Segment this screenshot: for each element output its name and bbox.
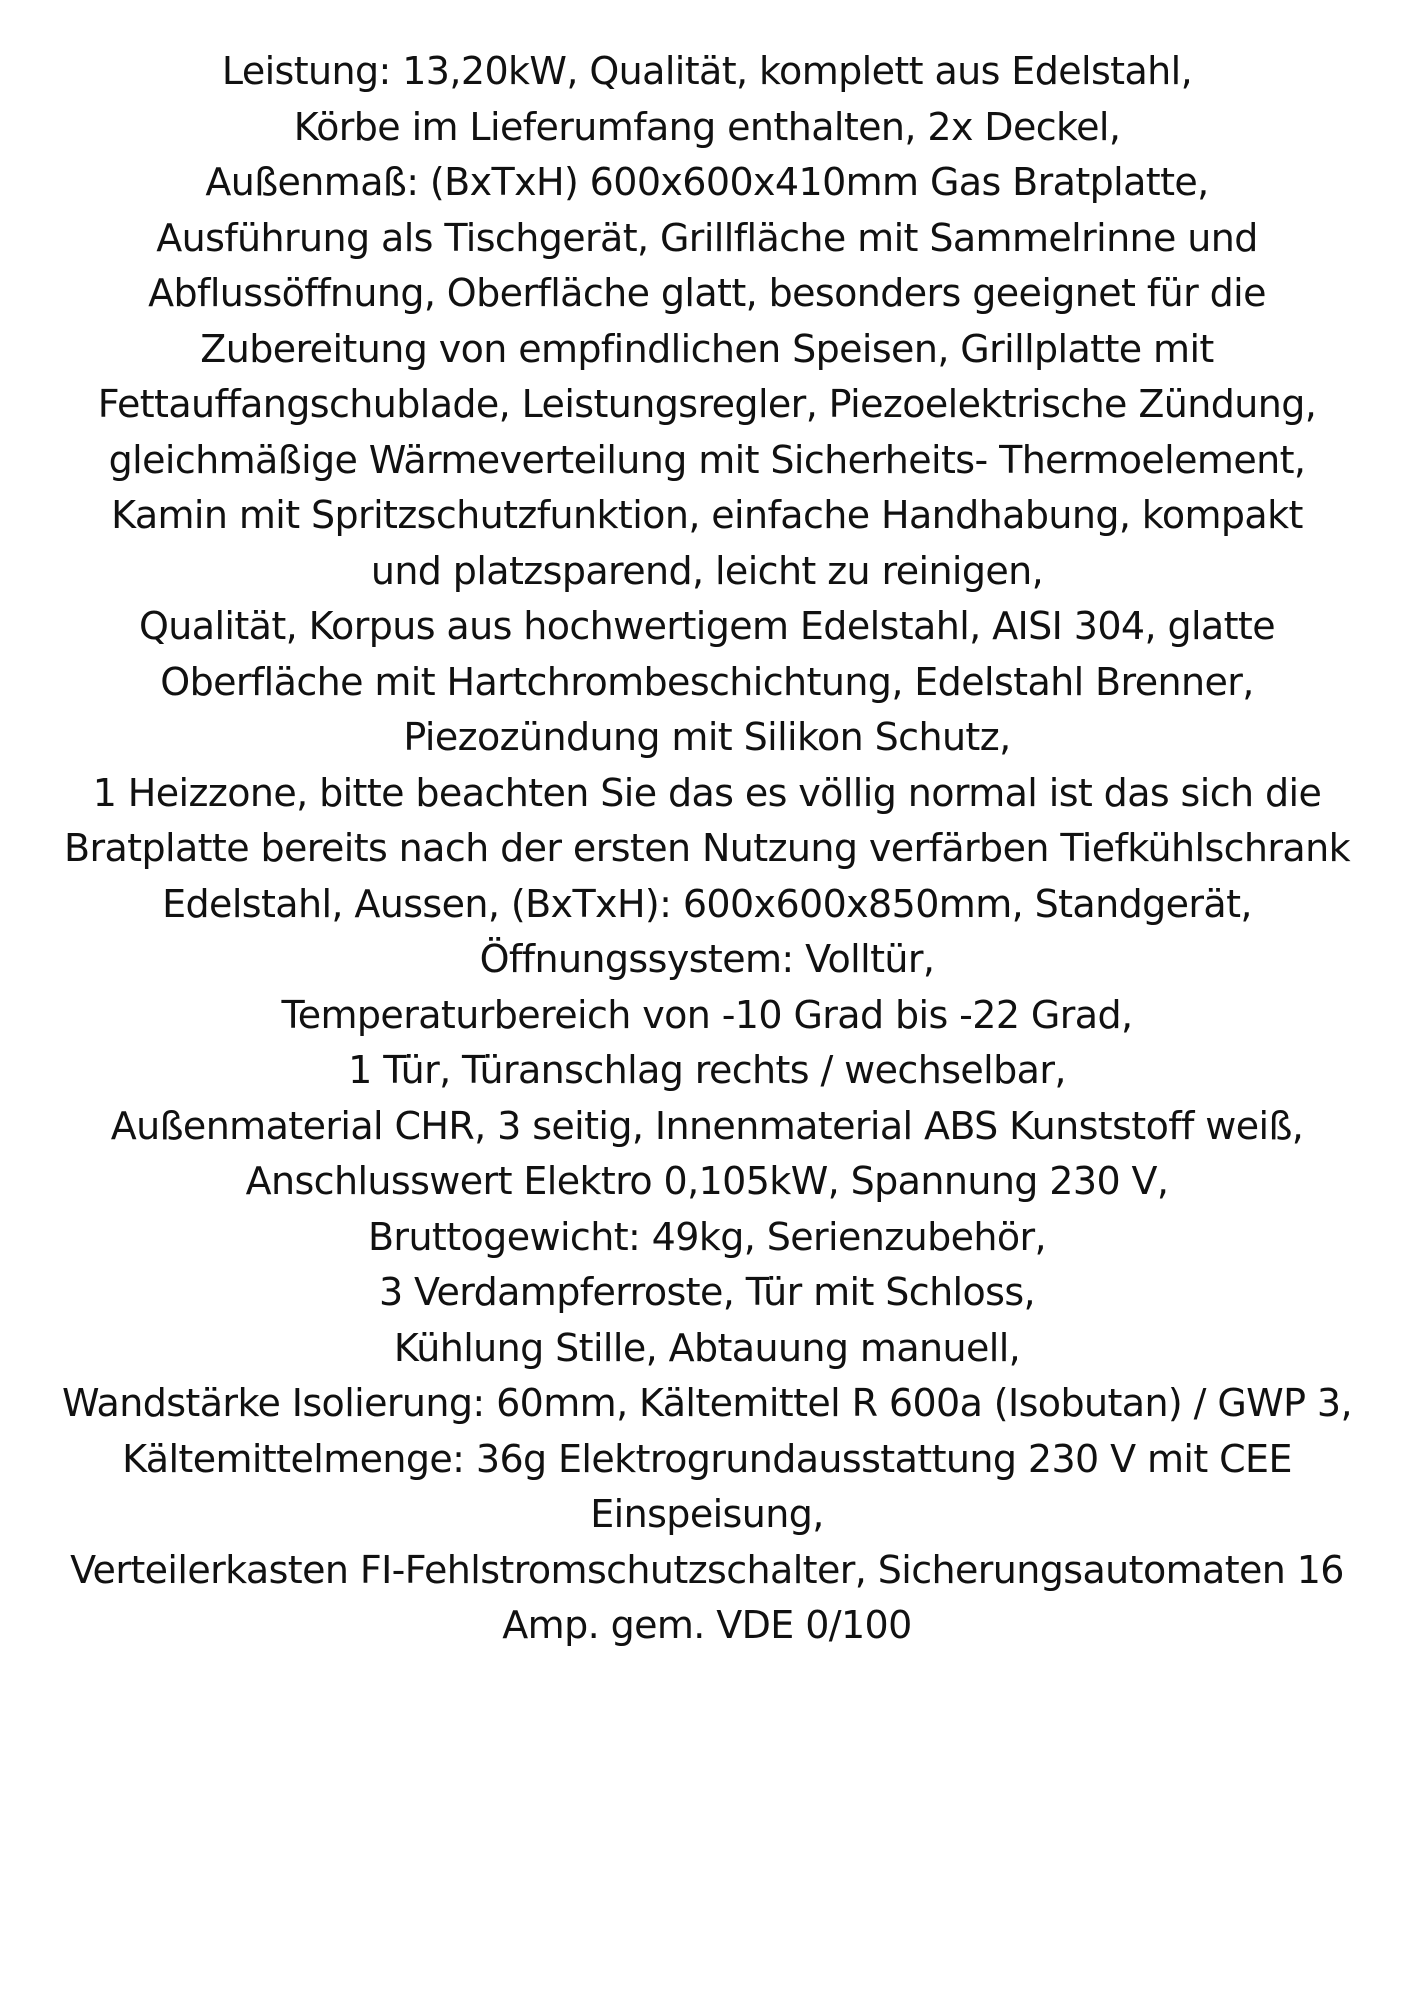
- spec-line: Körbe im Lieferumfang enthalten, 2x Deckel,: [293, 104, 1121, 149]
- spec-line: Kältemittelmenge: 36g Elektrogrundausstattung 230 V mit CEE: [122, 1436, 1292, 1481]
- spec-line: Temperaturbereich von -10 Grad bis -22 Grad,: [281, 992, 1133, 1037]
- spec-line: Außenmaterial CHR, 3 seitig, Innenmaterial ABS Kunststoff weiß,: [110, 1103, 1304, 1148]
- spec-line: und platzsparend, leicht zu reinigen,: [370, 548, 1044, 593]
- spec-line: Kamin mit Spritzschutzfunktion, einfache Handhabung, kompakt: [111, 493, 1303, 537]
- spec-line: Piezozündung mit Silikon Schutz,: [403, 715, 1011, 759]
- spec-line: Kühlung Stille, Abtauung manuell,: [393, 1325, 1021, 1370]
- spec-line: Wandstärke Isolierung: 60mm, Kältemittel R 600a (Isobutan) / GWP 3,: [62, 1381, 1352, 1425]
- spec-line: Qualität, Korpus aus hochwertigem Edelstahl, AISI 304, glatte: [138, 604, 1275, 648]
- product-specification-text: [20, 44, 1394, 1654]
- spec-line: Verteilerkasten FI-Fehlstromschutzschalter, Sicherungsautomaten 16: [70, 1547, 1344, 1592]
- spec-line: 1 Tür, Türanschlag rechts / wechselbar,: [348, 1048, 1066, 1092]
- spec-line: Öffnungssystem: Volltür,: [479, 937, 935, 981]
- spec-line: Einspeisung,: [590, 1492, 824, 1536]
- spec-line: Außenmaß: (BxTxH) 600x600x410mm Gas Bratplatte,: [205, 160, 1209, 204]
- spec-line: gleichmäßige Wärmeverteilung mit Sicherheits- Thermoelement,: [108, 437, 1306, 482]
- spec-line: Bruttogewicht: 49kg, Serienzubehör,: [367, 1214, 1047, 1259]
- spec-line: Bratplatte bereits nach der ersten Nutzung verfärben Tiefkühlschrank: [63, 826, 1351, 870]
- spec-line: Fettauffangschublade, Leistungsregler, Piezoelektrische Zündung,: [97, 382, 1317, 426]
- spec-line: 3 Verdampferroste, Tür mit Schloss,: [378, 1270, 1036, 1314]
- spec-line: Zubereitung von empfindlichen Speisen, Grillplatte mit: [200, 326, 1214, 371]
- spec-line: 1 Heizzone, bitte beachten Sie das es völlig normal ist das sich die: [92, 770, 1322, 815]
- spec-line: Oberfläche mit Hartchrombeschichtung, Edelstahl Brenner,: [160, 659, 1254, 704]
- spec-line: Edelstahl, Aussen, (BxTxH): 600x600x850mm, Standgerät,: [162, 881, 1252, 926]
- spec-line: Leistung: 13,20kW, Qualität, komplett aus Edelstahl,: [221, 49, 1193, 93]
- spec-line: Anschlusswert Elektro 0,105kW, Spannung 230 V,: [245, 1159, 1169, 1203]
- spec-line: Amp. gem. VDE 0/100: [502, 1603, 912, 1647]
- spec-line: Abflussöffnung, Oberfläche glatt, besonders geeignet für die: [148, 271, 1266, 315]
- spec-line: Ausführung als Tischgerät, Grillfläche mit Sammelrinne und: [156, 215, 1258, 260]
